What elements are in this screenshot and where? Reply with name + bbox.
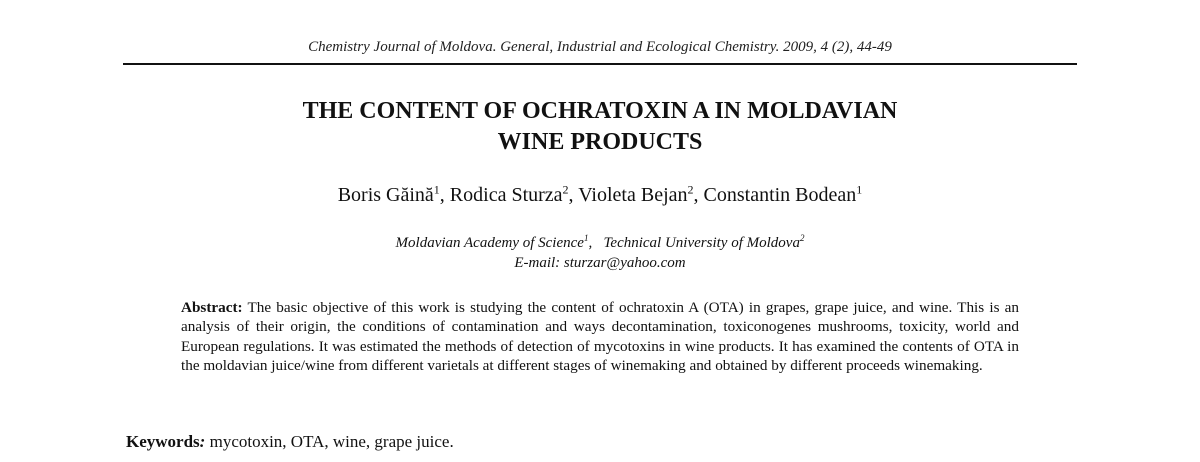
author-name: Constantin Bodean	[703, 184, 857, 206]
affiliation-1-mark: 1	[583, 233, 589, 243]
author-email: E-mail: sturzar@yahoo.com	[514, 255, 686, 271]
affiliation-line: Moldavian Academy of Science$^1$, Technical University of Moldova$^2$	[395, 233, 805, 251]
author-name: Boris Găină	[337, 184, 434, 206]
keywords-label: Keywords	[126, 432, 200, 451]
keywords-colon: :	[199, 432, 206, 451]
author-name: Rodica Sturza	[449, 184, 563, 206]
author-list: Boris Găină$^1$, Rodica Sturza$^2$, Violeta Bejan$^2$, Constantin Bodean$^1$	[337, 182, 863, 206]
title-line-1: THE CONTENT OF OCHRATOXIN A IN MOLDAVIAN	[302, 98, 898, 124]
title-line-2: WINE PRODUCTS	[497, 129, 703, 155]
author-affiliation-mark: 1	[433, 182, 440, 197]
affiliation-1: Moldavian Academy of Science	[395, 235, 584, 251]
journal-header: Chemistry Journal of Moldova. General, Industrial and Ecological Chemistry. 2009, 4 (2), 44-49	[308, 39, 892, 55]
author-name: Violeta Bejan	[578, 184, 688, 206]
affiliation-2-mark: 2	[799, 233, 805, 243]
header-divider	[123, 63, 1077, 65]
author-affiliation-mark: 2	[562, 182, 569, 197]
abstract	[181, 298, 1019, 376]
abstract-label: Abstract:	[181, 299, 243, 316]
author-affiliation-mark: 2	[687, 182, 694, 197]
keywords-text: mycotoxin, OTA, wine, grape juice.	[209, 432, 454, 451]
affiliations	[0, 233, 1200, 273]
paper-title	[0, 96, 1200, 158]
keywords	[126, 431, 1026, 453]
affiliation-2: Technical University of Moldova	[603, 235, 800, 251]
abstract-text: The basic objective of this work is studying the content of ochratoxin A (OTA) in grapes, grape juice, and wine. This is an analysis of their origin, the conditions of contamination and ways decontamination, toxiconogenes mushrooms, toxicity, world and European regulations. It was estimated the methods of detection of mycotoxins in wine products. It has examined the contents of OTA in the moldavian juice/wine from different varietals at different stages of winemaking and obtained by different proceeds winemaking.	[181, 299, 1019, 375]
author-affiliation-mark: 1	[856, 182, 863, 197]
